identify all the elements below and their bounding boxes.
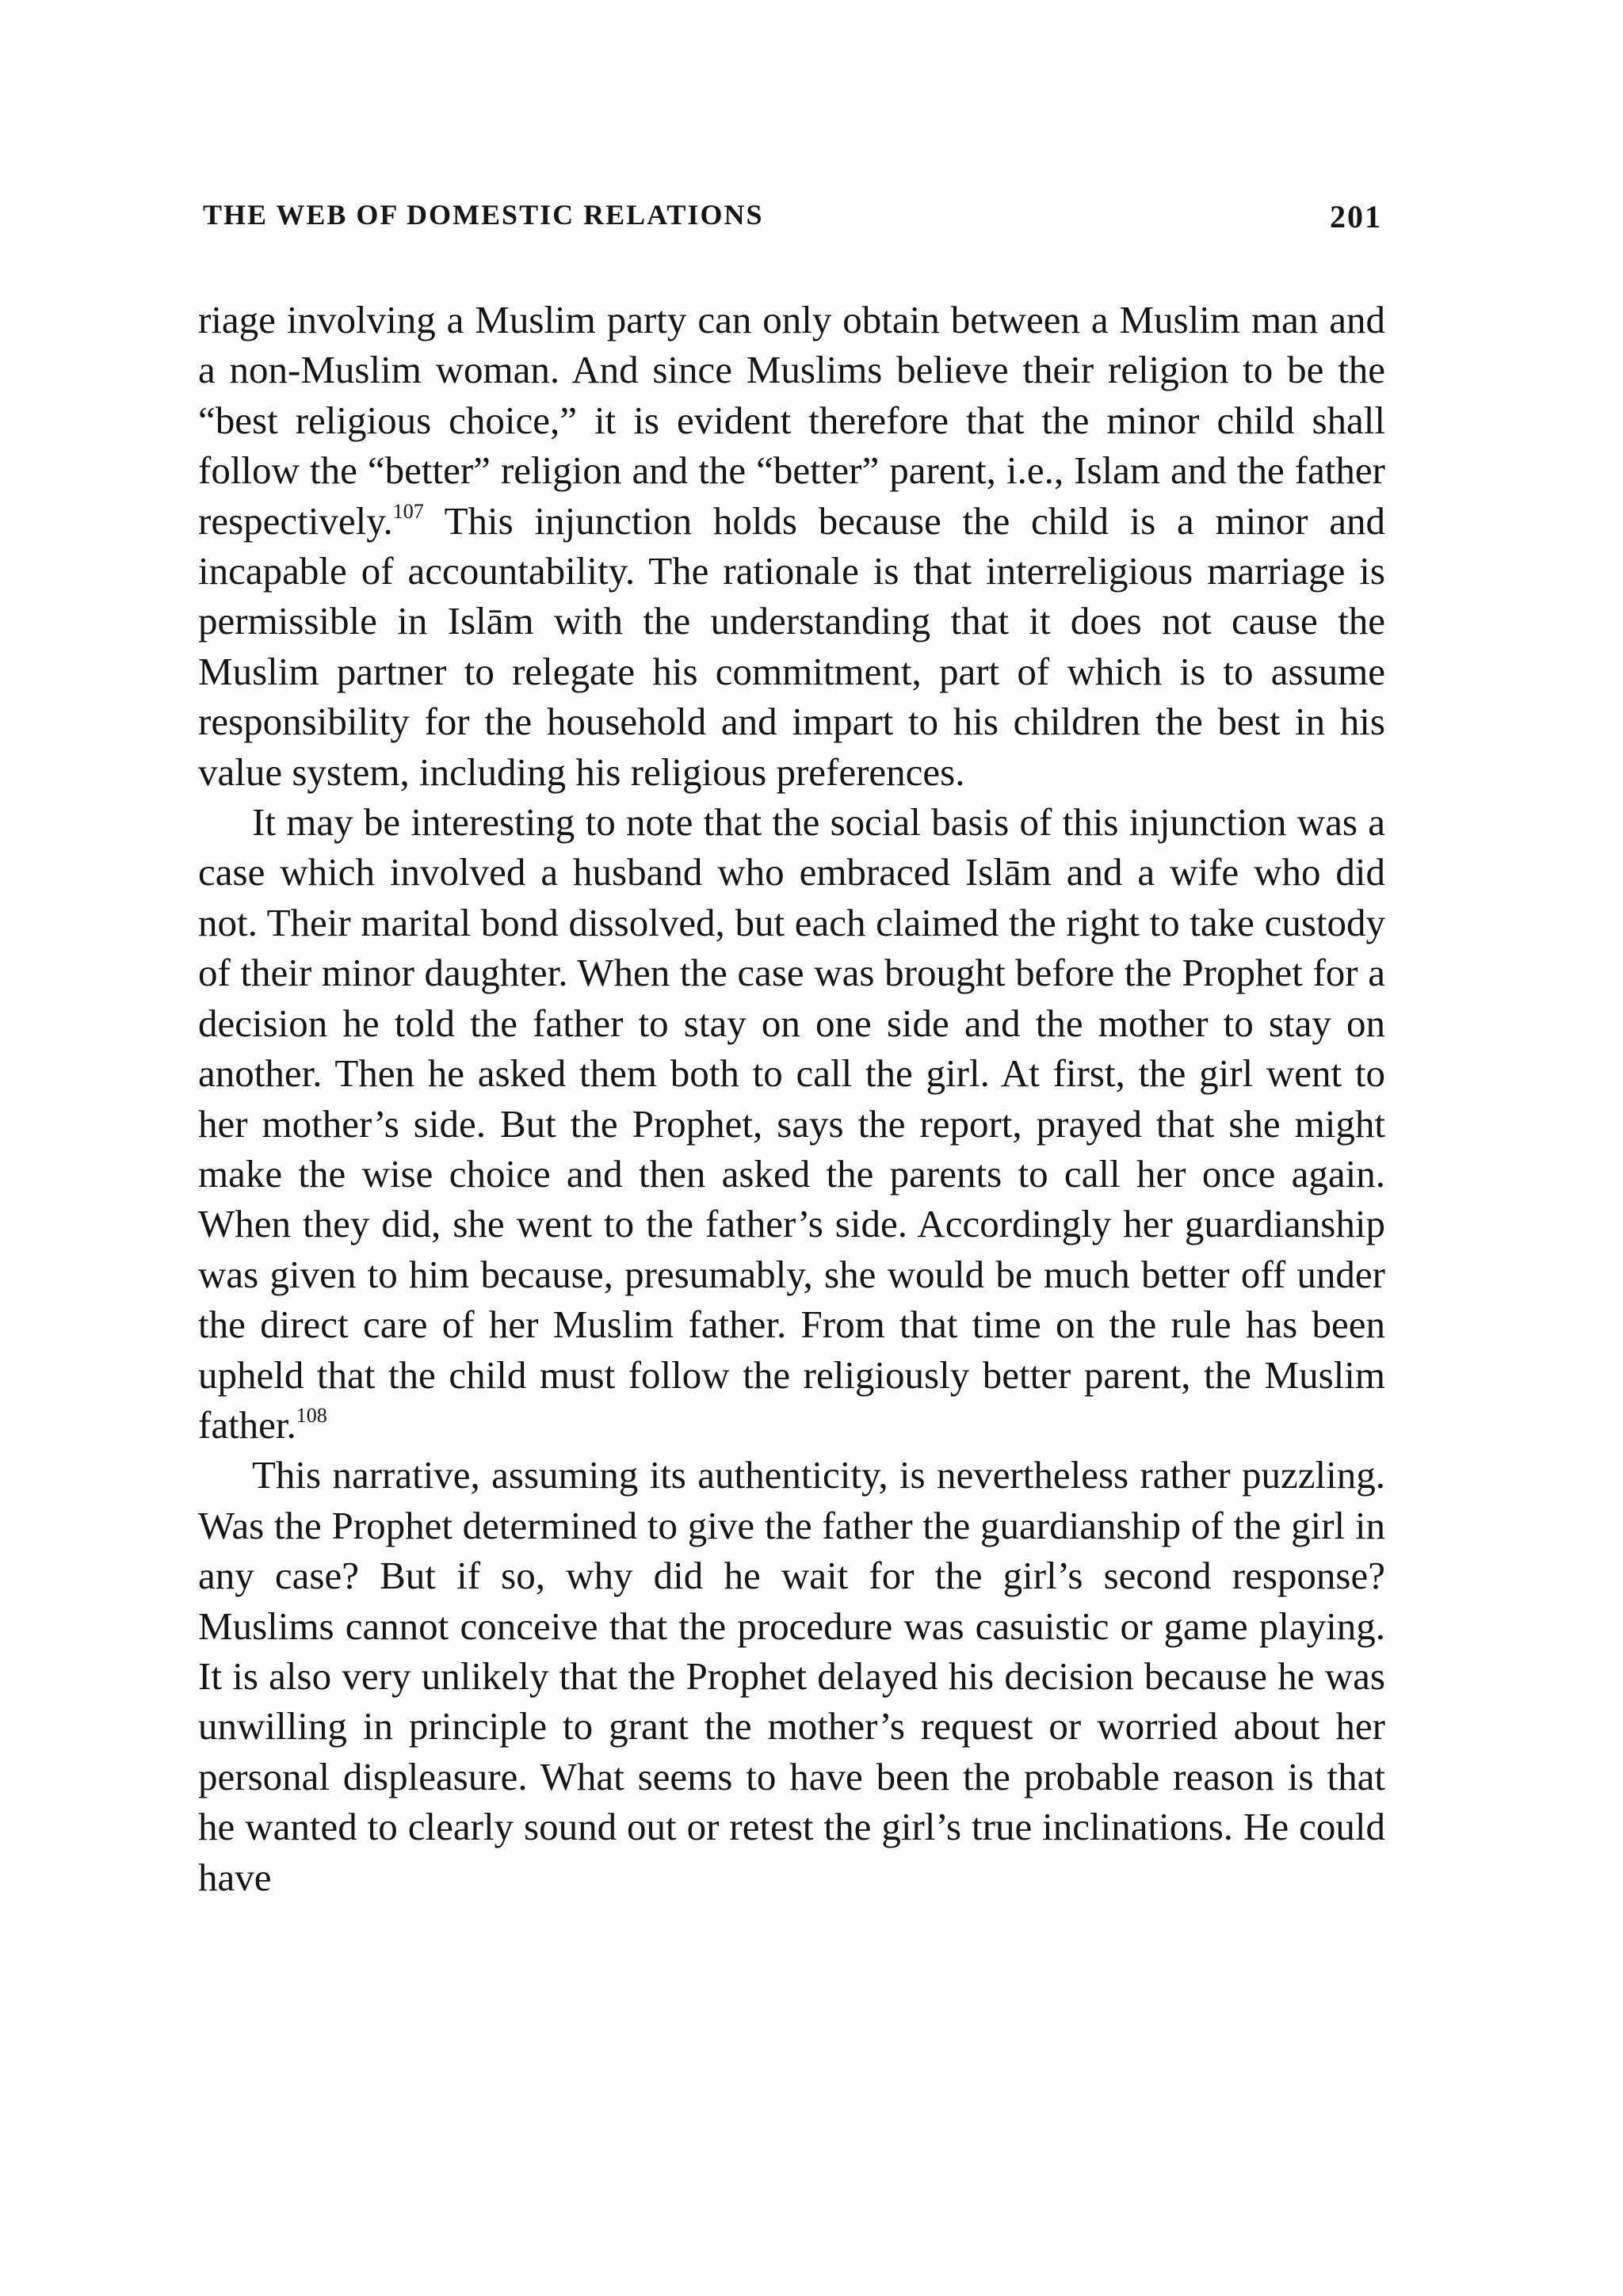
paragraph-1-text-b: This injunction holds because the child is a minor and incapable of accountability. The rationale is that interreligious marriage is permissible in Islām with the understanding that it does not cause the Muslim partner to relegate his commitment, part of which is to assume responsibility for the household and impart to his children the best in his value system, including his religious preferences. xyxy=(198,498,1385,794)
footnote-ref-108: 108 xyxy=(296,1403,327,1427)
page-number: 201 xyxy=(1330,199,1382,235)
paragraph-2-text: It may be interesting to note that the social basis of this injunction was a case which involved a husband who embraced Islām and a wife who did not. Their marital bond dissolved, but each claimed the right to take custody of their minor daughter. When the case was brought before the Prophet for a decision he told the father to stay on one side and the mother to stay on another. Then he asked them both to call the girl. At first, the girl went to her mother’s side. But the Prophet, says the report, prayed that she might make the wise choice and then asked the parents to call her once again. When they did, she went to the father’s side. Accordingly her guardianship was given to him because, presumably, she would be much better off under the direct care of her Muslim father. From that time on the rule has been upheld that the child must follow the religiously better parent, the Muslim father. xyxy=(198,800,1385,1447)
paragraph-3 xyxy=(198,1450,1385,1902)
paragraph-2 xyxy=(198,797,1385,1450)
paragraph-1-text-a: riage involving a Muslim party can only obtain between a Muslim man and a non-Muslim woman. And since Muslims believe their religion to be the “best religious choice,” it is evident therefore that the minor child shall follow the “better” religion and the “better” parent, i.e., Islam and the father respectively. xyxy=(198,298,1385,543)
running-title: THE WEB OF DOMESTIC RELATIONS xyxy=(203,199,764,231)
paragraph-3-text: This narrative, assuming its authenticity, is nevertheless rather puzzling. Was the Prophet determined to give the father the guardianship of the girl in any case? But if so, why did he wait for the girl’s second response? Muslims cannot conceive that the procedure was casuistic or game playing. It is also very unlikely that the Prophet delayed his decision because he was unwilling in principle to grant the mother’s request or worried about her personal displeasure. What seems to have been the probable reason is that he wanted to clearly sound out or retest the girl’s true inclinations. He could have xyxy=(198,1453,1385,1899)
paragraph-1 xyxy=(198,295,1385,797)
footnote-ref-107: 107 xyxy=(392,499,424,523)
running-head xyxy=(203,198,1382,238)
body-text xyxy=(198,295,1385,1902)
